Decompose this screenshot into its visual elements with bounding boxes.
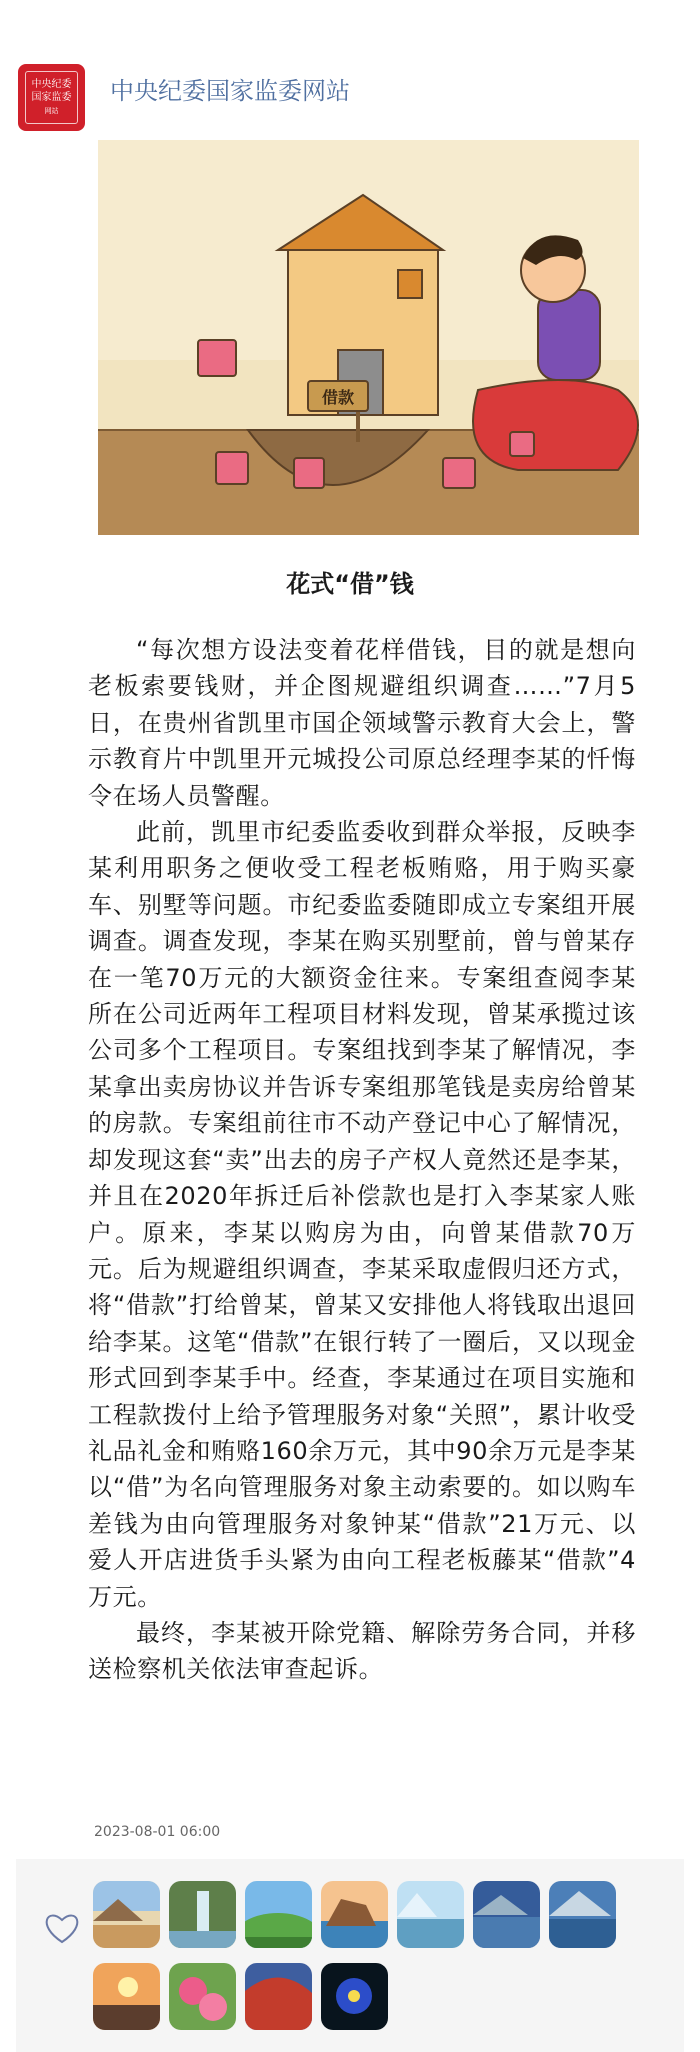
article-body bbox=[88, 632, 636, 1688]
sign-text: 借款 bbox=[321, 388, 355, 407]
green-landscape-thumbnail[interactable] bbox=[245, 1881, 312, 1948]
mountain-lake-thumbnail[interactable] bbox=[549, 1881, 616, 1948]
paragraph: “每次想方设法变着花样借钱，目的就是想向老板索要钱财，并企图规避组织调查……”7月5日，在贵州省凯里市国企领域警示教育大会上，警示教育片中凯里开元城投公司原总经理李某的忏悔令在场人员警醒。 bbox=[88, 636, 636, 810]
logo-line-2: 国家监委 bbox=[31, 92, 72, 103]
red-dunes-thumbnail[interactable] bbox=[245, 1963, 312, 2030]
blue-lotus-thumbnail[interactable] bbox=[321, 1963, 388, 2030]
rock-arch-sea-thumbnail[interactable] bbox=[321, 1881, 388, 1948]
source-name[interactable]: 中央纪委国家监委网站 bbox=[110, 77, 350, 105]
logo-line-3: 网站 bbox=[44, 107, 59, 115]
waterfall-thumbnail[interactable] bbox=[169, 1881, 236, 1948]
site-logo[interactable] bbox=[18, 64, 85, 131]
logo-line-1: 中央纪委 bbox=[31, 79, 72, 90]
heart-outline-icon[interactable] bbox=[44, 1913, 80, 1945]
cartoon-illustration bbox=[98, 140, 639, 535]
paragraph: 最终，李某被开除党籍、解除劳务合同，并移送检察机关依法审查起诉。 bbox=[88, 1618, 636, 1684]
article-title: 花式“借”钱 bbox=[286, 570, 414, 598]
snowy-lake-thumbnail[interactable] bbox=[397, 1881, 464, 1948]
alpine-lake-thumbnail[interactable] bbox=[473, 1881, 540, 1948]
pink-flower-thumbnail[interactable] bbox=[169, 1963, 236, 2030]
paragraph: 此前，凯里市纪委监委收到群众举报，反映李某利用职务之便收受工程老板贿赂，用于购买豪车、别墅等问题。市纪委监委随即成立专案组开展调查。调查发现，李某在购买别墅前，曾与曾某存在一笔70万元的大额资金往来。专案组查阅李某所在公司近两年工程项目材料发现，曾某承揽过该公司多个工程项目。专案组找到李某了解情况，李某拿出卖房协议并告诉专案组那笔钱是卖房给曾某的房款。专案组前往市不动产登记中心了解情况，却发现这套“卖”出去的房子产权人竟然还是李某，并且在2020年拆迁后补偿款也是打入李某家人账户。原来，李某以购房为由，向曾某借款70万元。后为规避组织调查，李某采取虚假归还方式，将“借款”打给曾某，曾某又安排他人将钱取出退回给李某。这笔“借款”在银行转了一圈后，又以现金形式回到李某手中。经查，李某通过在项目实施和工程款拨付上给予管理服务对象“关照”，累计收受礼品礼金和贿赂160余万元，其中90余万元是李某以“借”为名向管理服务对象主动索要的。如以购车差钱为由向管理服务对象钟某“借款”21万元、以爱人开店进货手头紧为由向工程老板藤某“借款”4万元。 bbox=[88, 818, 636, 1611]
publish-date: 2023-08-01 06:00 bbox=[94, 1824, 221, 1840]
desert-mountain-thumbnail[interactable] bbox=[93, 1881, 160, 1948]
footer-bar bbox=[16, 1859, 684, 2052]
sunset-beach-thumbnail[interactable] bbox=[93, 1963, 160, 2030]
